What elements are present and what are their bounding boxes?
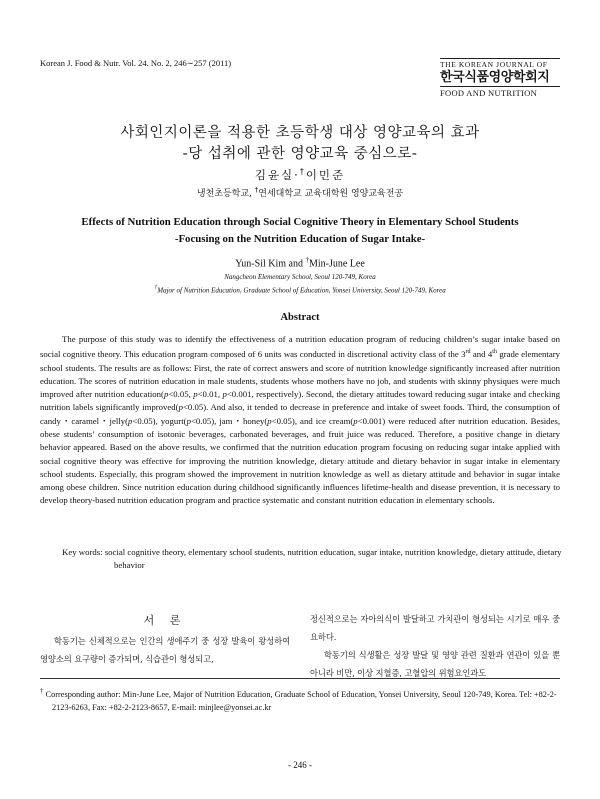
english-title-line2: -Focusing on the Nutrition Education of Sugar Intake-: [174, 233, 426, 245]
korean-title-line1: 사회인지이론을 적용한 초등학생 대상 영양교육의 효과: [120, 125, 480, 141]
english-authors: [0, 256, 600, 269]
keywords-text: social cognitive theory, elementary school students, nutrition education, sugar intake, nutrition knowledge, dietary attitude, dietary behavior: [104, 547, 562, 571]
body-right-column: [310, 610, 560, 682]
abstract-text: <0.05), jam・honey(: [190, 415, 268, 426]
korean-affiliation-2: 연세대학교 교육대학원 영양교육전공: [258, 189, 404, 199]
section-heading-introduction: 서 론: [143, 614, 187, 627]
masthead-english-top: THE KOREAN JOURNAL OF: [440, 60, 548, 69]
p-value-symbol: p: [222, 389, 227, 400]
abstract-text: grade elementary school students. The results are as follows: First, the rate of correct answers and score of nutrition knowledge significantly increased after nutrition education. The scores of nutrition education in male students, students whose mothers have no job, and students with skinny physiques were much improved after nutrition education(: [40, 349, 560, 400]
p-value-symbol: p: [193, 389, 198, 400]
journal-masthead: [440, 58, 560, 98]
ordinal-suffix: rd: [465, 349, 471, 356]
english-author-1: Yun-Sil Kim: [235, 258, 287, 270]
abstract-text: <0.001) were reduced after nutrition education. Besides, obese students’ consumption of isotonic beverages, carbonated beverages, and fruit juice was reduced. Therefore, a positive change in dietary behavior appeared. Based on the above results, we confirmed that the nutrition education program focusing on reducing sugar intake applied with social cognitive theory was effective for improving the nutrition knowledge, dietary attitude and dietary behavior in sugar intake in elementary school students. Especially, this program showed the improvement in nutrition knowledge as well as dietary attitude and behavior in sugar intake among obese children. Since nutrition education during childhood significantly influences lifetime-health and disease prevention, it is necessary to develop theory-based nutrition education program and practice systematic and constant nutrition education in elementary schools.: [40, 415, 561, 506]
korean-author-2: 이민준: [305, 168, 346, 182]
body-paragraph: 정신적으로는 자아의식이 발달하고 가치관이 형성되는 시기로 매우 중요하다.: [310, 614, 560, 642]
dagger-mark: †: [154, 285, 158, 291]
abstract-body: [40, 333, 560, 508]
english-affiliation-1: Nangcheon Elementary School, Seoul 120-749, Korea: [224, 273, 376, 281]
korean-author-1: 김윤실: [254, 168, 295, 182]
masthead-english-bottom: FOOD AND NUTRITION: [440, 86, 560, 98]
p-value-symbol: p: [128, 415, 133, 426]
ordinal-suffix: th: [492, 349, 497, 356]
abstract-heading: Abstract: [280, 312, 320, 323]
abstract-text: The purpose of this study was to identify the effectiveness of a nutrition education program of reducing children’s sugar intake based on social cognitive theory. This education program composed of 6 units was conducted in discretional activity class of the 3: [40, 334, 560, 360]
body-paragraph: 학동기의 식생활은 성장 발달 및 영양 관련 질환과 연관이 있을 뿐 아니라 비만, 이상 지혈증, 고혈압의 위험요인과도: [310, 650, 560, 678]
page-number: - 246 -: [288, 760, 312, 770]
masthead-korean-name: 한국식품영양학회지: [440, 70, 550, 85]
p-value-symbol: p: [186, 415, 191, 426]
english-affiliation-2-text: Major of Nutrition Education, Graduate School of Education, Yonsei University, Seoul 120-749, Korea: [157, 286, 446, 295]
korean-title-line2: -당 섭취에 관한 영양교육 중심으로-: [182, 146, 418, 162]
korean-affiliation: [0, 186, 600, 199]
author-separator: ·: [294, 168, 300, 182]
english-author-2: Min-June Lee: [308, 258, 365, 270]
p-value-symbol: p: [178, 402, 183, 413]
keywords-label: Key words:: [62, 547, 103, 557]
korean-authors: [0, 167, 600, 183]
abstract-text: and 4: [470, 349, 493, 360]
dagger-mark: †: [299, 167, 306, 177]
abstract-text: <0.05), and ice cream(: [271, 415, 354, 426]
masthead-rule: [440, 58, 560, 59]
keywords: [62, 546, 594, 573]
dagger-mark: †: [40, 687, 44, 695]
abstract-text: <0.001, respectively). Second, the dietary attitudes toward reducing sugar intake and checking nutrition labels significantly improved(: [40, 389, 560, 413]
english-affiliation-2: [0, 285, 600, 294]
korean-affiliation-1: 냉천초등학교,: [196, 189, 252, 199]
journal-citation: Korean J. Food & Nutr. Vol. 24. No. 2, 246∼257 (2011): [40, 58, 232, 68]
p-value-symbol: p: [353, 415, 358, 426]
footnote-rule: [40, 678, 560, 679]
p-value-symbol: p: [267, 415, 272, 426]
abstract-text: <0.05), yogurt(: [132, 415, 187, 426]
dagger-mark: †: [254, 186, 259, 194]
abstract-text: <0.01,: [197, 389, 223, 400]
body-left-column: 학동기는 신체적으로는 인간의 생애주기 중 성장 발육이 왕성하여 영양소의 요구량이 증가되며, 식습관이 형성되고,: [40, 636, 290, 664]
abstract-text: <0.05,: [168, 389, 194, 400]
footnote-text: Corresponding author: Min-June Lee, Major of Nutrition Education, Graduate School of Education, Yonsei University, Seoul 120-749, Korea. Tel: +82-2-2123-6263, Fax: +82-2-2123-8657, E-mail: minjlee@yonsei.ac.kr: [45, 689, 557, 712]
author-conjunction: and: [288, 258, 303, 270]
p-value-symbol: p: [163, 389, 169, 400]
abstract-text: <0.05). And also, it tended to decrease in preference and intake of sweet foods. Third, the consumption of candy・caramel・jelly(: [40, 402, 560, 426]
dagger-mark: †: [305, 256, 309, 264]
english-title-line1: Effects of Nutrition Education through Social Cognitive Theory in Elementary School Students: [81, 216, 519, 228]
corresponding-author-footnote: [40, 685, 572, 714]
